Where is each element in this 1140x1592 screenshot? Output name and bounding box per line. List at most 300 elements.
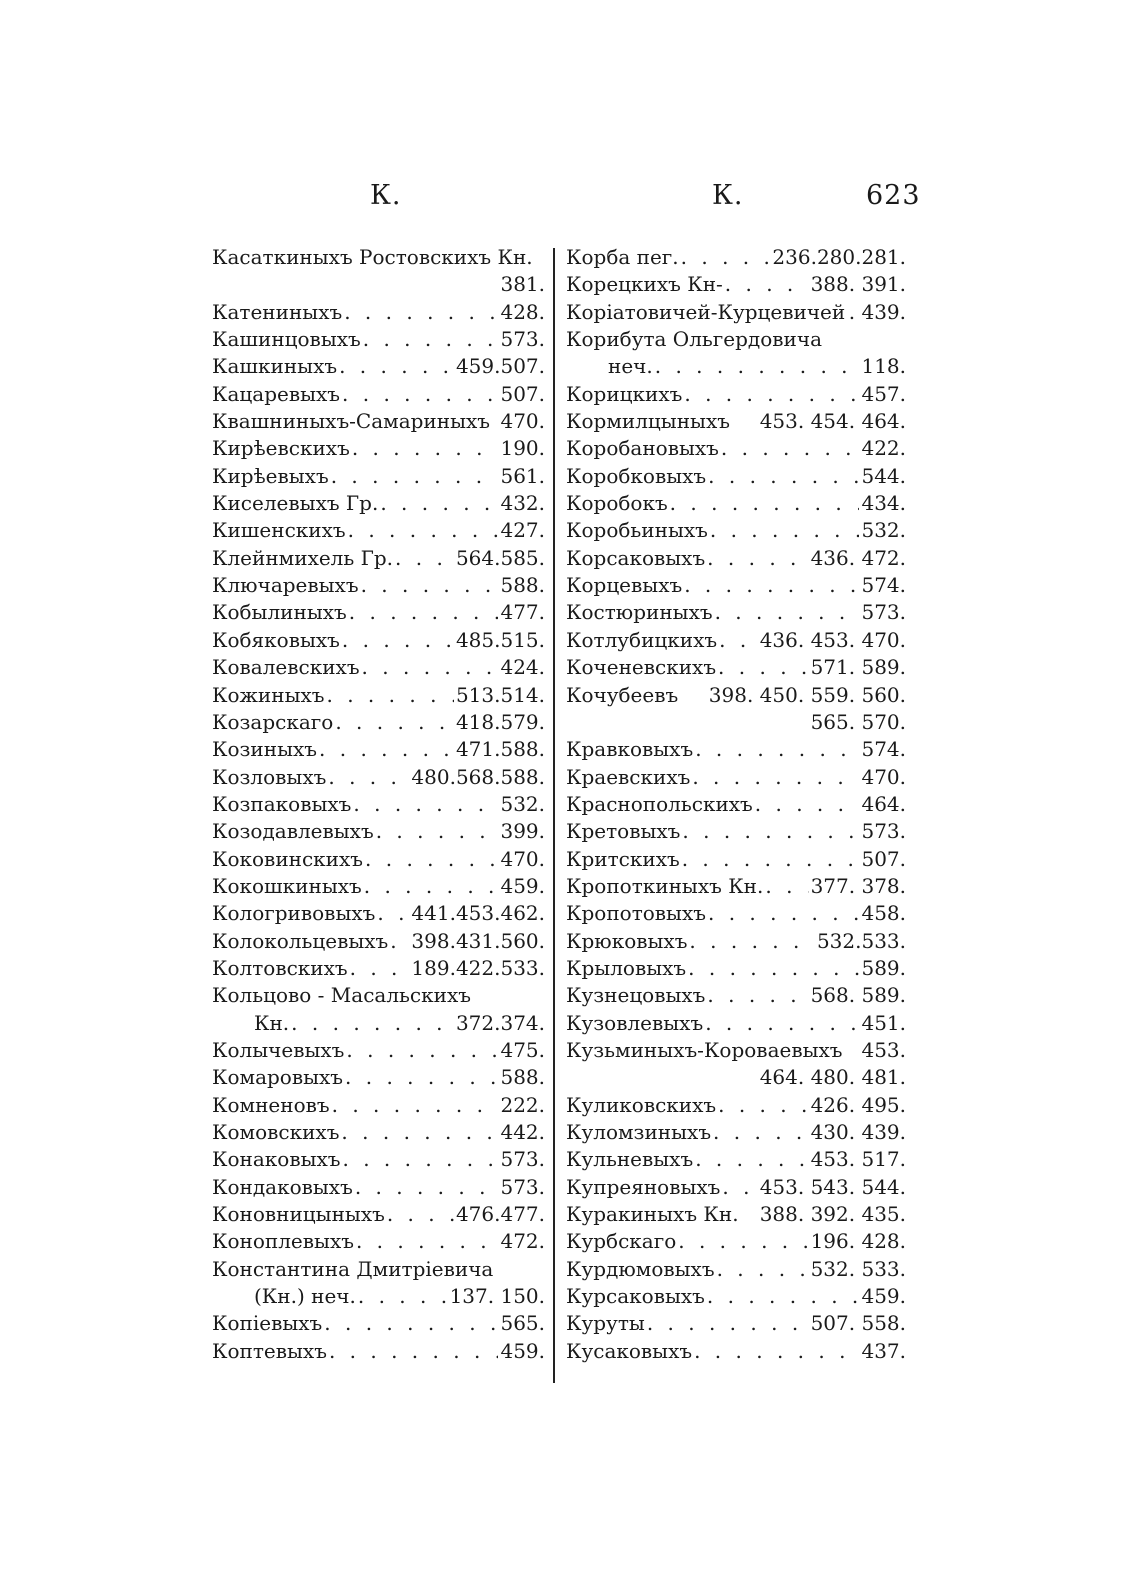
entry-name: Купреяновыхъ (566, 1174, 721, 1199)
index-entry (566, 818, 906, 845)
entry-name: Кирѣевскихъ (212, 436, 350, 461)
entry-name: Кретовыхъ (566, 819, 681, 844)
entry-name: Конаковыхъ (212, 1147, 341, 1172)
entry-pages: 470. (861, 764, 906, 789)
entry-pages: 507. (861, 846, 906, 871)
entry-name: Киселевыхъ Гр. (212, 491, 379, 516)
entry-pages: 442. (500, 1120, 545, 1144)
dot-leader (291, 1010, 454, 1037)
dot-leader (722, 1174, 757, 1201)
dot-leader (365, 846, 498, 873)
dot-leader (718, 1092, 808, 1119)
index-entry (566, 299, 906, 326)
index-entry (566, 928, 906, 955)
entry-name: Коробановыхъ (566, 436, 719, 461)
entry-name: Костюриныхъ (566, 600, 713, 625)
page-number: 623 (866, 180, 921, 211)
dot-leader (708, 900, 859, 927)
index-entry (566, 627, 906, 654)
entry-name: Курсаковыхъ (566, 1284, 705, 1309)
entry-name: Кн. (254, 1010, 290, 1035)
dot-leader (352, 435, 499, 462)
entry-pages: 430. 439. (810, 1120, 906, 1144)
index-entry (566, 490, 906, 517)
index-entry (566, 435, 906, 462)
index-entry (566, 326, 906, 353)
entry-pages: 470. (500, 846, 545, 871)
entry-pages: 453. (861, 1037, 906, 1062)
index-entry (212, 244, 545, 271)
dot-leader (707, 1283, 860, 1310)
index-entry (212, 299, 545, 326)
entry-pages: 418.579. (455, 709, 545, 734)
entry-name: Кокошкиныхъ (212, 873, 362, 898)
index-entry (566, 1146, 906, 1173)
dot-leader (341, 1119, 498, 1146)
entry-name: Колтовскихъ (212, 955, 348, 980)
entry-name: Коптевыхъ (212, 1338, 327, 1363)
dot-leader (349, 599, 499, 626)
entry-pages: 568. 589. (810, 983, 906, 1008)
dot-leader (710, 517, 860, 544)
entry-pages: 432. (500, 491, 545, 516)
entry-pages: 564.585. (455, 545, 545, 570)
entry-name: Кузовлевыхъ (566, 1010, 704, 1035)
index-entry (212, 1338, 545, 1365)
entry-name: Корецкихъ Кн- (566, 272, 723, 297)
dot-leader (331, 463, 499, 490)
entry-name: Коробокъ (566, 491, 668, 516)
index-entry-continuation: 565. 570. (810, 709, 906, 734)
entry-pages: 589. (861, 955, 906, 980)
entry-name: Кобылиныхъ (212, 600, 347, 625)
index-entry (212, 435, 545, 462)
entry-name: Кропоткиныхъ Кн. (566, 873, 764, 898)
entry-pages: 471.588. (455, 737, 545, 762)
index-entry (212, 1146, 545, 1173)
dot-leader (682, 846, 860, 873)
index-entry-continuation: 464. 480. 481. (759, 1065, 906, 1090)
entry-name: Критскихъ (566, 846, 680, 871)
right-index-column (566, 244, 906, 1365)
index-entry (212, 682, 545, 709)
index-entry (212, 381, 545, 408)
index-entry (566, 1228, 906, 1255)
index-entry (566, 1119, 906, 1146)
entry-name: Коріатовичей-Курцевичей (566, 299, 846, 324)
entry-name: Квашниныхъ-Самариныхъ (212, 409, 491, 434)
index-entry (566, 1174, 906, 1201)
entry-pages: 561. (500, 463, 545, 488)
index-entry (566, 271, 906, 298)
entry-name: Краевскихъ (566, 764, 691, 789)
entry-pages: 453. 517. (810, 1147, 906, 1172)
dot-leader (339, 353, 454, 380)
entry-name: Кашкиныхъ (212, 354, 338, 379)
entry-name: Куликовскихъ (566, 1092, 717, 1117)
dot-leader (647, 1310, 809, 1337)
dot-leader (765, 873, 808, 900)
index-entry (566, 572, 906, 599)
entry-name: Козпаковыхъ (212, 791, 352, 816)
entry-name: Коченевскихъ (566, 655, 717, 680)
dot-leader (350, 955, 410, 982)
dot-leader (708, 463, 859, 490)
dot-leader (395, 545, 454, 572)
entry-pages: 573. (861, 819, 906, 844)
entry-pages: 422. (861, 436, 906, 461)
index-entry (212, 846, 545, 873)
entry-pages: 459. (500, 1338, 545, 1363)
entry-name: Краснопольскихъ (566, 791, 753, 816)
entry-pages: 485.515. (455, 627, 545, 652)
entry-name: Кузьминыхъ-Короваевыхъ (566, 1037, 843, 1062)
entry-name: Козарскаго (212, 709, 334, 734)
entry-pages: 507. 558. (810, 1311, 906, 1336)
index-entry (212, 490, 545, 517)
entry-name: Корсаковыхъ (566, 545, 706, 570)
entry-pages: 573. (500, 1174, 545, 1199)
dot-leader (670, 490, 860, 517)
index-entry (212, 1037, 545, 1064)
index-entry (212, 627, 545, 654)
index-entry (212, 463, 545, 490)
dot-leader (715, 599, 860, 626)
dot-leader (390, 928, 409, 955)
entry-pages: 571. 589. (810, 655, 906, 680)
entry-name: Кульневыхъ (566, 1147, 694, 1172)
dot-leader (688, 955, 859, 982)
dot-leader (342, 381, 498, 408)
dot-leader (689, 928, 815, 955)
dot-leader (355, 1174, 499, 1201)
index-entry (566, 244, 906, 271)
entry-pages: 222. (500, 1092, 545, 1117)
entry-name: Колокольцевыхъ (212, 928, 389, 953)
left-index-column (212, 244, 545, 1365)
entry-pages: 574. (861, 737, 906, 762)
right-section-letter: К. (712, 180, 744, 211)
dot-leader (364, 873, 499, 900)
index-entry (212, 1228, 545, 1255)
entry-name: Касаткиныхъ Ростовскихъ Кн. (212, 245, 533, 269)
dot-leader (363, 326, 499, 353)
entry-name: Кузнецовыхъ (566, 983, 706, 1008)
entry-name: Козиныхъ (212, 737, 318, 762)
entry-name: Крюковыхъ (566, 928, 688, 953)
entry-pages: 513.514. (455, 682, 545, 707)
entry-name: Коробьиныхъ (566, 518, 708, 543)
index-entry (566, 873, 906, 900)
dot-leader (353, 791, 498, 818)
index-entry (212, 736, 545, 763)
dot-leader (332, 1092, 499, 1119)
index-entry (212, 1201, 545, 1228)
entry-name: Куруты (566, 1311, 645, 1336)
index-entry (566, 408, 906, 435)
entry-name: Курдюмовыхъ (566, 1256, 715, 1281)
index-entry (566, 846, 906, 873)
entry-name: Клейнмихель Гр. (212, 545, 394, 570)
entry-pages: 189.422.533. (411, 955, 545, 980)
entry-name: Кравковыхъ (566, 737, 694, 762)
entry-name: Козодавлевыхъ (212, 819, 374, 844)
index-entry (212, 1310, 545, 1337)
entry-name: Кормилцыныхъ (566, 409, 730, 434)
index-entry (212, 791, 545, 818)
index-entry (566, 1256, 906, 1283)
entry-pages: 532. 533. (810, 1256, 906, 1281)
index-entry (212, 900, 545, 927)
entry-pages: 472. (500, 1229, 545, 1254)
index-entry (566, 736, 906, 763)
dot-leader (380, 490, 498, 517)
index-entry (566, 1010, 906, 1037)
index-entry (566, 517, 906, 544)
index-entry (212, 1064, 545, 1091)
entry-pages: 398.431.560. (411, 928, 545, 953)
entry-name: Курбскаго (566, 1229, 677, 1254)
dot-leader (343, 1146, 499, 1173)
entry-name: Крыловыхъ (566, 955, 687, 980)
index-entry (212, 1174, 545, 1201)
index-entry (212, 873, 545, 900)
index-entry (212, 408, 545, 435)
index-entry (566, 682, 906, 709)
entry-pages: 427. (500, 518, 545, 543)
entry-pages: 388. 392. 435. (759, 1202, 906, 1227)
entry-pages: 377. 378. (810, 873, 906, 898)
dot-leader (362, 654, 499, 681)
index-entry (566, 1037, 906, 1064)
dot-leader (348, 517, 499, 544)
entry-name: Кологривовыхъ (212, 901, 376, 926)
entry-pages: 426. 495. (810, 1092, 906, 1117)
dot-leader (695, 1146, 808, 1173)
index-entry (212, 982, 545, 1009)
entry-pages: 436. 453. 470. (759, 627, 906, 652)
entry-name: Ключаревыхъ (212, 573, 359, 598)
dot-leader (346, 1037, 498, 1064)
entry-name: Корба пег. (566, 245, 679, 269)
dot-leader (342, 627, 454, 654)
entry-name: Комовскихъ (212, 1120, 340, 1144)
entry-name: Корицкихъ (566, 381, 683, 406)
dot-leader (695, 736, 859, 763)
entry-name: Коноплевыхъ (212, 1229, 354, 1254)
entry-pages: 480.568.588. (411, 764, 545, 789)
entry-pages: 476.477. (455, 1202, 545, 1227)
entry-name: Катениныхъ (212, 299, 343, 324)
entry-pages: 436. 472. (810, 545, 906, 570)
entry-name: Кишенскихъ (212, 518, 346, 543)
index-entry-continuation: 381. (500, 272, 545, 297)
entry-name: Кольцово - Масальскихъ (212, 983, 471, 1008)
dot-leader (387, 1201, 454, 1228)
index-entry (566, 791, 906, 818)
column-divider (553, 248, 555, 1383)
entry-pages: 588. (500, 573, 545, 598)
dot-leader (319, 736, 454, 763)
dot-leader (692, 764, 859, 791)
index-entry (566, 381, 906, 408)
index-entry (212, 1256, 545, 1283)
entry-pages: 459. (500, 873, 545, 898)
index-entry (212, 599, 545, 626)
entry-name: Кашинцовыхъ (212, 327, 361, 352)
entry-name: Куракиныхъ Кн. (566, 1202, 739, 1227)
index-entry (212, 1283, 545, 1310)
index-entry (212, 764, 545, 791)
entry-name: Ковалевскихъ (212, 655, 360, 680)
entry-pages: 459.507. (455, 354, 545, 379)
entry-pages: 573. (500, 1147, 545, 1172)
entry-pages: 441.453.462. (411, 901, 545, 926)
entry-pages: 437. (861, 1338, 906, 1363)
entry-pages: 190. (500, 436, 545, 461)
entry-pages: 588. (500, 1065, 545, 1090)
entry-pages: 424. (500, 655, 545, 680)
index-entry (566, 545, 906, 572)
entry-pages: 434. (861, 491, 906, 516)
index-entry (566, 955, 906, 982)
dot-leader (681, 244, 771, 271)
index-entry (566, 1310, 906, 1337)
dot-leader (713, 1119, 809, 1146)
entry-pages: 451. (861, 1010, 906, 1035)
entry-pages: 470. (500, 409, 545, 434)
dot-leader (327, 682, 454, 709)
dot-leader (694, 1338, 859, 1365)
entry-pages: 532. (500, 791, 545, 816)
entry-name: (Кн.) неч. (254, 1284, 356, 1309)
entry-name: Кожиныхъ (212, 682, 325, 707)
entry-name: Кропотовыхъ (566, 901, 706, 926)
entry-pages: 475. (500, 1037, 545, 1062)
index-entry (566, 1201, 906, 1228)
index-entry (212, 928, 545, 955)
entry-name: Комненовъ (212, 1092, 330, 1117)
index-entry (566, 654, 906, 681)
entry-pages: 458. (861, 901, 906, 926)
entry-name: Коробковыхъ (566, 463, 707, 488)
index-entry (566, 353, 906, 380)
dot-leader (335, 709, 454, 736)
entry-name: Корибута Ольгердовича (566, 327, 823, 352)
index-entry (566, 982, 906, 1009)
entry-pages: 532. (861, 518, 906, 543)
entry-pages: 196. 428. (810, 1229, 906, 1254)
dot-leader (678, 1228, 808, 1255)
page-header (0, 180, 1140, 230)
dot-leader (707, 982, 808, 1009)
index-entry (566, 1283, 906, 1310)
dot-leader (717, 1256, 809, 1283)
entry-pages: 398. 450. 559. 560. (708, 682, 906, 707)
entry-name: неч. (608, 354, 653, 379)
left-section-letter: К. (370, 180, 402, 211)
index-entry (212, 955, 545, 982)
index-entry (566, 764, 906, 791)
index-entry (566, 463, 906, 490)
dot-leader (755, 791, 860, 818)
index-entry (566, 900, 906, 927)
index-entry (212, 572, 545, 599)
dot-leader (721, 435, 860, 462)
index-entry (212, 545, 545, 572)
entry-pages: 573. (500, 327, 545, 352)
entry-name: Корцевыхъ (566, 573, 683, 598)
entry-pages: 573. (861, 600, 906, 625)
dot-leader (719, 627, 758, 654)
index-entry (566, 1338, 906, 1365)
dot-leader (707, 545, 808, 572)
entry-pages: 532.533. (816, 928, 906, 953)
entry-name: Копіевыхъ (212, 1311, 323, 1336)
entry-pages: 565. (500, 1311, 545, 1336)
index-entry (566, 599, 906, 626)
entry-name: Кондаковыхъ (212, 1174, 353, 1199)
entry-pages: 507. (500, 381, 545, 406)
entry-pages: 236.280.281. (772, 245, 906, 269)
entry-pages: 428. (500, 299, 545, 324)
entry-name: Кусаковыхъ (566, 1338, 693, 1363)
index-entry (566, 1092, 906, 1119)
dot-leader (682, 818, 859, 845)
dot-leader (376, 818, 499, 845)
entry-name: Козловыхъ (212, 764, 327, 789)
dot-leader (705, 1010, 859, 1037)
entry-name: Коковинскихъ (212, 846, 364, 871)
index-entry (212, 517, 545, 544)
entry-name: Коновницыныхъ (212, 1202, 385, 1227)
index-entry (212, 1010, 545, 1037)
index-entry (212, 1092, 545, 1119)
dot-leader (328, 764, 409, 791)
entry-name: Кацаревыхъ (212, 381, 341, 406)
index-entry (212, 818, 545, 845)
entry-pages: 118. (861, 354, 906, 379)
entry-name: Котлубицкихъ (566, 627, 718, 652)
entry-pages: 399. (500, 819, 545, 844)
entry-name: Кобяковыхъ (212, 627, 340, 652)
dot-leader (361, 572, 499, 599)
dot-leader (655, 353, 860, 380)
dot-leader (358, 1283, 448, 1310)
entry-pages: 457. (861, 381, 906, 406)
entry-pages: 574. (861, 573, 906, 598)
entry-name: Кирѣевыхъ (212, 463, 329, 488)
dot-leader (377, 900, 409, 927)
dot-leader (684, 381, 859, 408)
entry-pages: 459. (861, 1284, 906, 1309)
entry-pages: 477. (500, 600, 545, 625)
entry-name: Константина Дмитріевича (212, 1256, 494, 1281)
index-entry (212, 353, 545, 380)
dot-leader (324, 1310, 498, 1337)
entry-pages: 544. (861, 463, 906, 488)
entry-name: Кочубеевъ (566, 682, 679, 707)
dot-leader (725, 271, 809, 298)
entry-name: Куломзиныхъ (566, 1120, 712, 1144)
entry-pages: 137. 150. (449, 1284, 545, 1309)
entry-pages: 372.374. (455, 1010, 545, 1035)
dot-leader (344, 299, 498, 326)
dot-leader (718, 654, 809, 681)
index-entry (212, 709, 545, 736)
index-entry (212, 326, 545, 353)
dot-leader (345, 1064, 498, 1091)
